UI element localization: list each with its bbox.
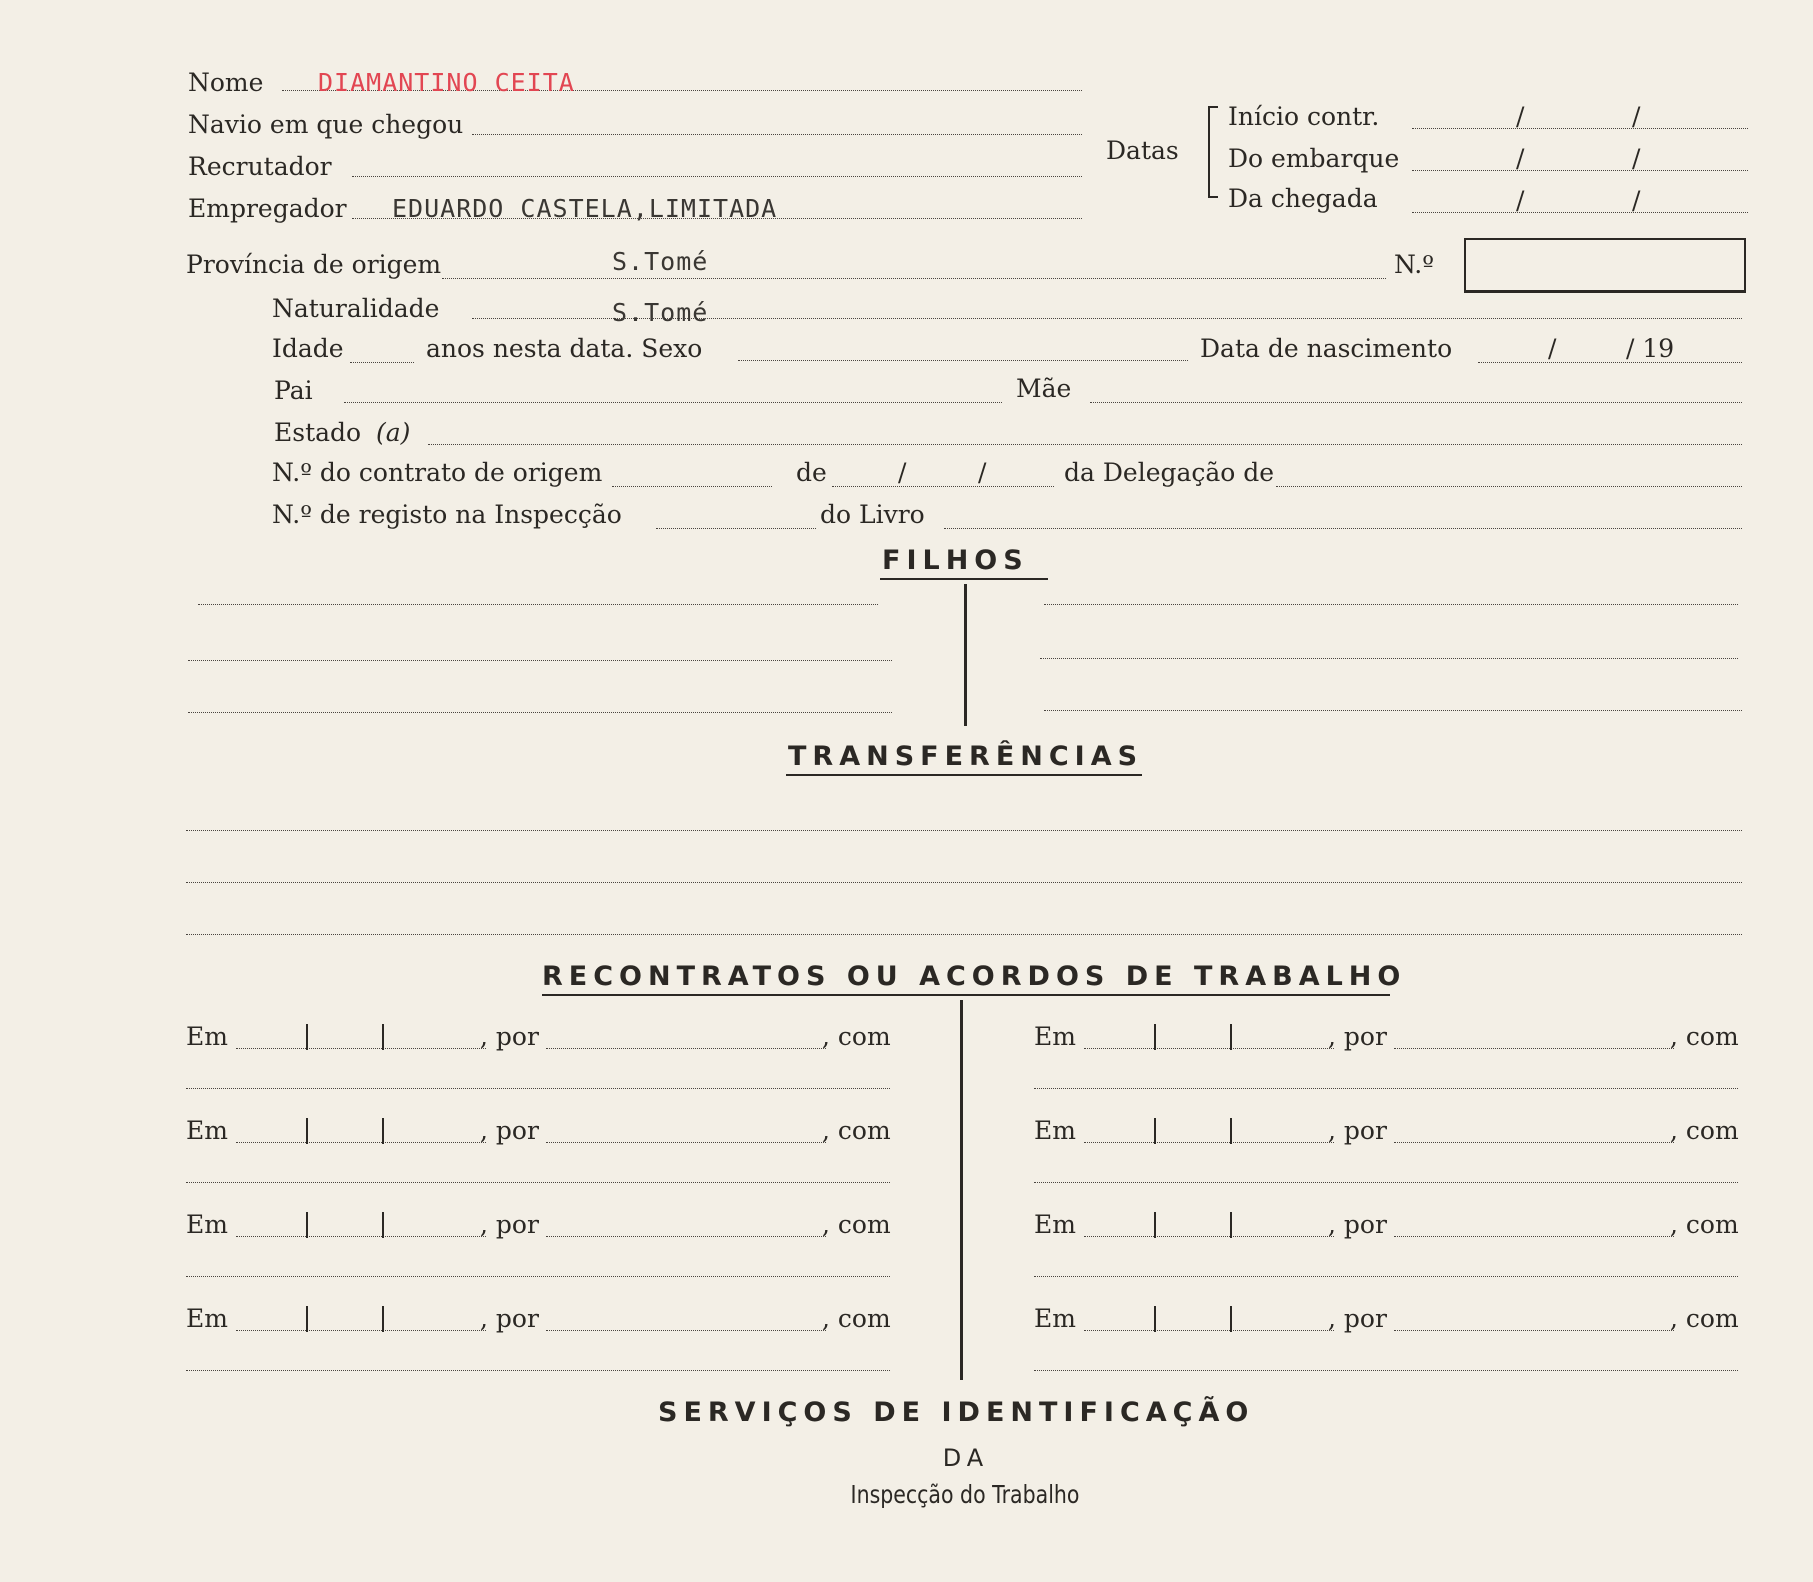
delegacao-label: da Delegação de <box>1064 458 1275 487</box>
provincia-label: Província de origem <box>186 250 442 279</box>
recontratos-divider <box>960 1000 963 1380</box>
recontrato-por-line-left-2[interactable] <box>546 1142 826 1143</box>
navio-line[interactable] <box>472 134 1082 135</box>
recontrato-date-bar-1 <box>306 1212 308 1238</box>
recontrato-com-line-left-3[interactable] <box>186 1276 890 1277</box>
contrato-label: N.º do contrato de origem <box>272 458 603 487</box>
recontrato-date-bar-1 <box>1154 1212 1156 1238</box>
recontrato-com-line-right-3[interactable] <box>1034 1276 1738 1277</box>
de-label: de <box>796 458 827 487</box>
transferencias-line-1[interactable] <box>186 830 1742 831</box>
numero-label: N.º <box>1394 250 1434 279</box>
naturalidade-label: Naturalidade <box>272 294 440 323</box>
transferencias-heading: TRANSFERÊNCIAS <box>788 741 1144 772</box>
recontrato-por-label: , por <box>1328 1116 1387 1145</box>
estado-label: Estado <box>274 418 362 447</box>
recontrato-por-label: , por <box>1328 1304 1387 1333</box>
chegada-slash-2: / <box>1632 186 1641 215</box>
naturalidade-value: S.Tomé <box>612 298 709 327</box>
recontrato-date-bar-2 <box>382 1306 384 1332</box>
recontrato-date-line-left-3[interactable] <box>236 1236 486 1237</box>
recontrato-em-label: Em <box>1034 1116 1076 1145</box>
filhos-line-left-2[interactable] <box>188 660 892 661</box>
recontrato-por-label: , por <box>1328 1022 1387 1051</box>
recontrato-com-line-left-4[interactable] <box>186 1370 890 1371</box>
nome-label: Nome <box>188 68 264 97</box>
transferencias-line-2[interactable] <box>186 882 1742 883</box>
recontrato-por-line-right-2[interactable] <box>1394 1142 1674 1143</box>
recontrato-com-line-left-2[interactable] <box>186 1182 890 1183</box>
recontrato-date-line-left-2[interactable] <box>236 1142 486 1143</box>
recontrato-em-label: Em <box>186 1116 228 1145</box>
chegada-line[interactable] <box>1412 212 1748 213</box>
recontrato-com-label: , com <box>1670 1116 1739 1145</box>
nascimento-line[interactable] <box>1478 362 1742 363</box>
pai-line[interactable] <box>344 402 1002 403</box>
nome-value: DIAMANTINO CEITA <box>318 68 575 97</box>
idade-line[interactable] <box>350 362 414 363</box>
recontrato-com-line-right-1[interactable] <box>1034 1088 1738 1089</box>
recontrato-date-line-left-1[interactable] <box>236 1048 486 1049</box>
recontrato-com-line-left-1[interactable] <box>186 1088 890 1089</box>
filhos-line-left-3[interactable] <box>188 712 892 713</box>
embarque-slash-1: / <box>1516 144 1525 173</box>
recontrato-date-line-right-3[interactable] <box>1084 1236 1334 1237</box>
recontrato-por-line-right-3[interactable] <box>1394 1236 1674 1237</box>
inicio-line[interactable] <box>1412 128 1748 129</box>
recontrato-por-label: , por <box>480 1116 539 1145</box>
recontrato-em-label: Em <box>1034 1304 1076 1333</box>
recontrato-date-line-right-2[interactable] <box>1084 1142 1334 1143</box>
livro-label: do Livro <box>820 500 925 529</box>
nascimento-year: / 19 <box>1626 334 1675 363</box>
registo-line[interactable] <box>656 528 816 529</box>
recontrato-date-bar-1 <box>1154 1306 1156 1332</box>
recontrato-date-bar-1 <box>1154 1024 1156 1050</box>
recontrato-em-label: Em <box>186 1304 228 1333</box>
recontrato-com-label: , com <box>1670 1304 1739 1333</box>
recontrato-por-label: , por <box>480 1210 539 1239</box>
recontrato-date-bar-1 <box>306 1024 308 1050</box>
footer-subtitle: Inspecção do Trabalho <box>850 1480 1080 1509</box>
recontrato-em-label: Em <box>186 1210 228 1239</box>
inicio-label: Início contr. <box>1228 102 1380 131</box>
recontrato-por-line-left-1[interactable] <box>546 1048 826 1049</box>
contrato-line[interactable] <box>612 486 772 487</box>
provincia-line[interactable] <box>442 278 1386 279</box>
contrato-slash-1: / <box>898 458 907 487</box>
empregador-label: Empregador <box>188 194 347 223</box>
inicio-slash-1: / <box>1516 102 1525 131</box>
recontrato-por-label: , por <box>1328 1210 1387 1239</box>
recontrato-date-line-right-4[interactable] <box>1084 1330 1334 1331</box>
datas-brace <box>1208 106 1218 198</box>
embarque-line[interactable] <box>1412 170 1748 171</box>
recontrato-date-bar-2 <box>1230 1024 1232 1050</box>
filhos-line-right-3[interactable] <box>1044 710 1742 711</box>
recontrato-date-bar-2 <box>1230 1212 1232 1238</box>
recontrato-com-label: , com <box>822 1116 891 1145</box>
contrato-slash-2: / <box>978 458 987 487</box>
registo-label: N.º de registo na Inspecção <box>272 500 622 529</box>
contrato-date-line[interactable] <box>832 486 1054 487</box>
recontratos-heading: RECONTRATOS OU ACORDOS DE TRABALHO <box>542 961 1407 992</box>
filhos-line-right-2[interactable] <box>1040 658 1738 659</box>
recontrato-por-label: , por <box>480 1022 539 1051</box>
footer-da: DA <box>942 1444 990 1472</box>
numero-box[interactable] <box>1464 238 1746 293</box>
recrutador-label: Recrutador <box>188 152 332 181</box>
pai-label: Pai <box>274 376 313 405</box>
transferencias-line-3[interactable] <box>186 934 1742 935</box>
recontratos-underline <box>542 994 1390 996</box>
recontrato-com-line-right-2[interactable] <box>1034 1182 1738 1183</box>
livro-line[interactable] <box>944 528 1742 529</box>
recontrato-por-line-left-4[interactable] <box>546 1330 826 1331</box>
anos-sexo-label: anos nesta data. Sexo <box>426 334 703 363</box>
chegada-slash-1: / <box>1516 186 1525 215</box>
inicio-slash-2: / <box>1632 102 1641 131</box>
recrutador-line[interactable] <box>352 176 1082 177</box>
empregador-value: EDUARDO CASTELA,LIMITADA <box>392 194 778 223</box>
recontrato-date-bar-2 <box>382 1212 384 1238</box>
recontrato-por-line-left-3[interactable] <box>546 1236 826 1237</box>
filhos-line-right-1[interactable] <box>1044 604 1738 605</box>
sexo-line[interactable] <box>738 360 1188 361</box>
recontrato-em-label: Em <box>1034 1022 1076 1051</box>
embarque-label: Do embarque <box>1228 144 1400 173</box>
filhos-divider <box>964 584 967 726</box>
recontrato-date-bar-2 <box>382 1118 384 1144</box>
transferencias-underline <box>786 774 1142 776</box>
recontrato-com-label: , com <box>1670 1210 1739 1239</box>
recontrato-date-bar-1 <box>306 1306 308 1332</box>
recontrato-com-line-right-4[interactable] <box>1034 1370 1738 1371</box>
estado-note: (a) <box>376 418 411 447</box>
estado-line[interactable] <box>428 444 1742 445</box>
recontrato-date-line-left-4[interactable] <box>236 1330 486 1331</box>
chegada-label: Da chegada <box>1228 184 1378 213</box>
provincia-value: S.Tomé <box>612 247 709 276</box>
delegacao-line[interactable] <box>1276 486 1742 487</box>
recontrato-por-label: , por <box>480 1304 539 1333</box>
mae-label: Mãe <box>1016 374 1072 403</box>
nascimento-slash: / <box>1548 334 1557 363</box>
recontrato-date-bar-1 <box>1154 1118 1156 1144</box>
recontrato-date-bar-2 <box>1230 1306 1232 1332</box>
recontrato-date-bar-2 <box>382 1024 384 1050</box>
footer-title: SERVIÇOS DE IDENTIFICAÇÃO <box>658 1397 1255 1428</box>
recontrato-com-label: , com <box>822 1022 891 1051</box>
filhos-line-left-1[interactable] <box>198 604 878 605</box>
recontrato-date-bar-1 <box>306 1118 308 1144</box>
recontrato-com-label: , com <box>822 1210 891 1239</box>
navio-label: Navio em que chegou <box>188 110 464 139</box>
idade-label: Idade <box>272 334 344 363</box>
recontrato-date-bar-2 <box>1230 1118 1232 1144</box>
filhos-underline <box>880 578 1048 580</box>
recontrato-por-line-right-4[interactable] <box>1394 1330 1674 1331</box>
filhos-heading: FILHOS <box>882 545 1029 576</box>
recontrato-com-label: , com <box>822 1304 891 1333</box>
datas-label: Datas <box>1106 136 1179 165</box>
recontrato-com-label: , com <box>1670 1022 1739 1051</box>
recontrato-date-line-right-1[interactable] <box>1084 1048 1334 1049</box>
recontrato-por-line-right-1[interactable] <box>1394 1048 1674 1049</box>
recontrato-em-label: Em <box>186 1022 228 1051</box>
mae-line[interactable] <box>1090 402 1742 403</box>
nascimento-label: Data de nascimento <box>1200 334 1453 363</box>
embarque-slash-2: / <box>1632 144 1641 173</box>
recontrato-em-label: Em <box>1034 1210 1076 1239</box>
